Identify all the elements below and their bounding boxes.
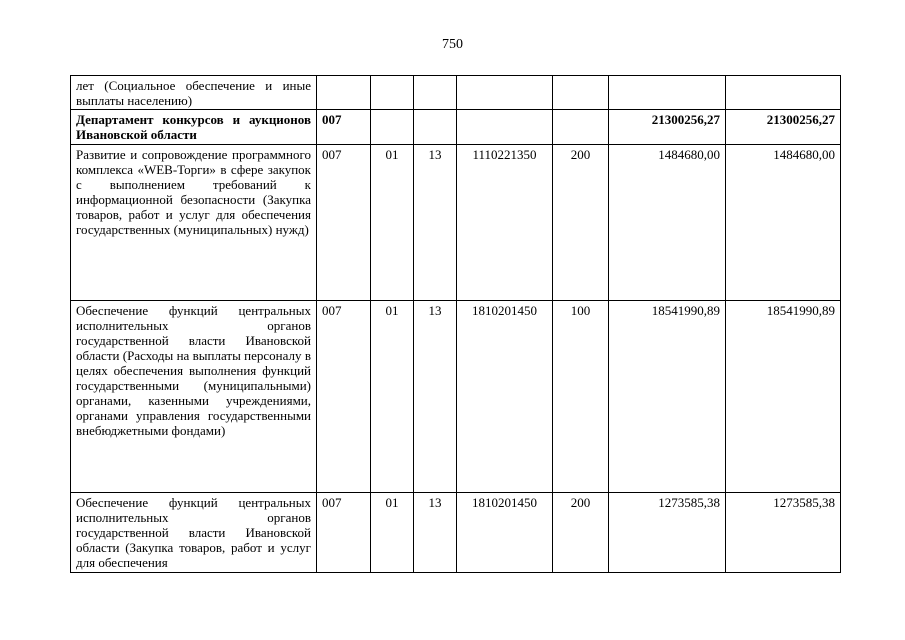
- subsection-code: 13: [414, 301, 457, 493]
- table-row: [71, 110, 841, 145]
- subsection-code: [414, 110, 457, 145]
- amount-1: [609, 76, 726, 110]
- budget-table: [70, 75, 841, 573]
- target-code: [457, 110, 553, 145]
- expense-type-code: 200: [553, 145, 609, 301]
- subsection-code: [414, 76, 457, 110]
- target-code: 1810201450: [457, 301, 553, 493]
- target-code: 1810201450: [457, 493, 553, 573]
- expense-type-code: [553, 110, 609, 145]
- ministry-code: 007: [317, 145, 371, 301]
- amount-1: 1273585,38: [609, 493, 726, 573]
- section-code: 01: [371, 301, 414, 493]
- row-name: Развитие и сопровождение программного комплекса «WEB-Торги» в сфере закупок с выполнением требований к информационной безопасности (Закупка товаров, работ и услуг для обеспечения государственных (муниципальных) нужд): [71, 145, 317, 301]
- ministry-code: 007: [317, 110, 371, 145]
- subsection-code: 13: [414, 145, 457, 301]
- expense-type-code: 100: [553, 301, 609, 493]
- table-row: [71, 301, 841, 493]
- table-row: [71, 145, 841, 301]
- section-code: [371, 76, 414, 110]
- ministry-code: 007: [317, 301, 371, 493]
- amount-2: [726, 76, 841, 110]
- ministry-code: 007: [317, 493, 371, 573]
- ministry-code: [317, 76, 371, 110]
- row-name: лет (Социальное обеспечение и иные выплаты населению): [71, 76, 317, 110]
- section-code: [371, 110, 414, 145]
- amount-1: 18541990,89: [609, 301, 726, 493]
- row-name: Обеспечение функций центральных исполнительных органов государственной власти Ивановской области (Расходы на выплаты персоналу в целях обеспечения выполнения функций государственными (муниципальными) органами, казенными учреждениями, органами управления государственными внебюджетными фондами): [71, 301, 317, 493]
- expense-type-code: [553, 76, 609, 110]
- amount-2: 1484680,00: [726, 145, 841, 301]
- target-code: [457, 76, 553, 110]
- amount-2: 21300256,27: [726, 110, 841, 145]
- expense-type-code: 200: [553, 493, 609, 573]
- amount-2: 1273585,38: [726, 493, 841, 573]
- section-code: 01: [371, 145, 414, 301]
- amount-1: 21300256,27: [609, 110, 726, 145]
- table-row: [71, 76, 841, 110]
- section-code: 01: [371, 493, 414, 573]
- row-name: Обеспечение функций центральных исполнительных органов государственной власти Ивановской области (Закупка товаров, работ и услуг для обеспечения: [71, 493, 317, 573]
- amount-2: 18541990,89: [726, 301, 841, 493]
- page-number: 750: [442, 37, 463, 52]
- amount-1: 1484680,00: [609, 145, 726, 301]
- row-name: Департамент конкурсов и аукционов Ивановской области: [71, 110, 317, 145]
- target-code: 1110221350: [457, 145, 553, 301]
- subsection-code: 13: [414, 493, 457, 573]
- table-row: [71, 493, 841, 573]
